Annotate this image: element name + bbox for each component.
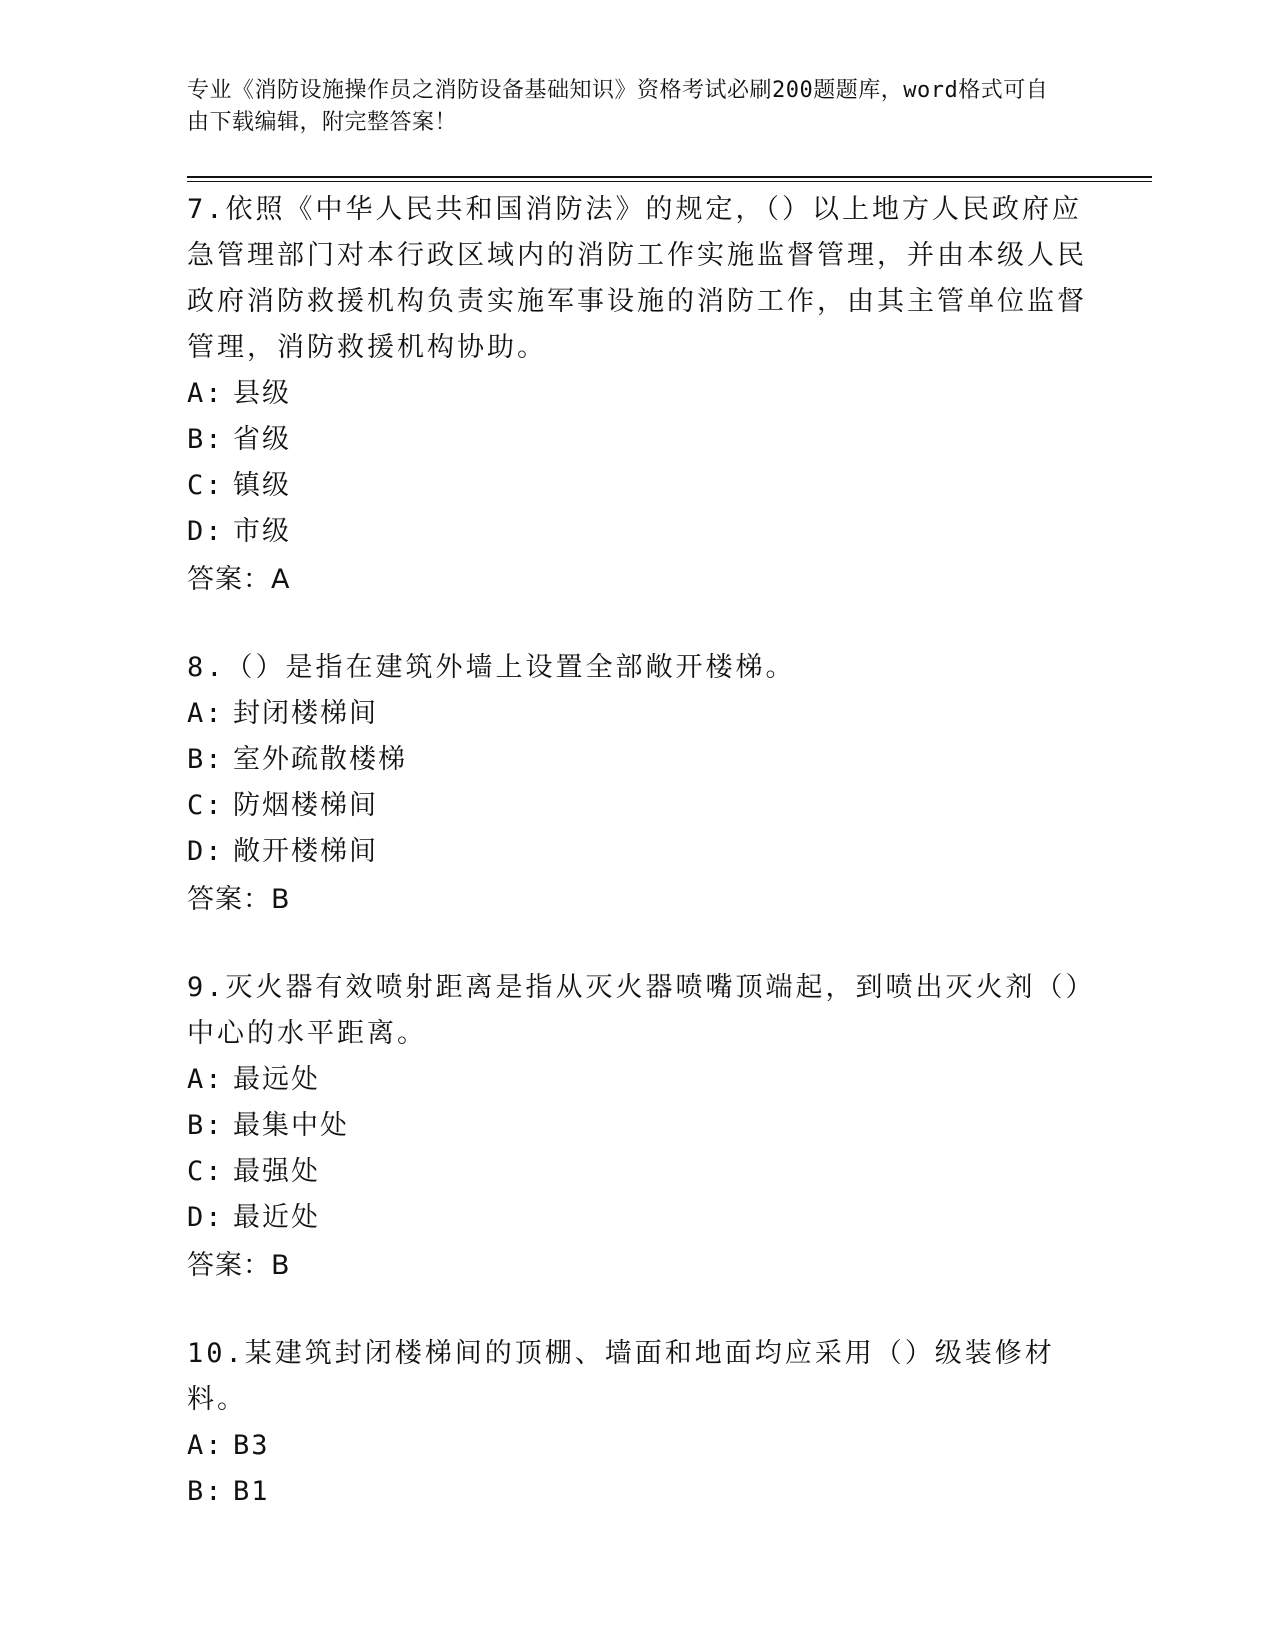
- option-key: B:: [187, 424, 224, 455]
- option-c: [187, 1149, 1087, 1195]
- answer-line: 答案：A: [187, 564, 291, 595]
- option-key: A:: [187, 378, 224, 409]
- option-key: C:: [187, 1156, 224, 1187]
- option-text: 最远处: [233, 1064, 320, 1095]
- option-b: [187, 737, 1087, 783]
- option-key: D:: [187, 1202, 224, 1233]
- option-text: 封闭楼梯间: [233, 698, 378, 729]
- option-c: [187, 463, 1087, 509]
- option-text: B1: [233, 1476, 270, 1507]
- option-b: [187, 1103, 1087, 1149]
- header-divider-thin: [187, 181, 1152, 182]
- option-a: [187, 371, 1087, 417]
- option-key: A:: [187, 1064, 224, 1095]
- option-text: 县级: [233, 378, 291, 409]
- question-8: [187, 645, 1087, 923]
- option-key: D:: [187, 836, 224, 867]
- option-a: [187, 1057, 1087, 1103]
- option-text: 最集中处: [233, 1110, 349, 1141]
- option-text: 最强处: [233, 1156, 320, 1187]
- option-key: A:: [187, 698, 224, 729]
- option-c: [187, 783, 1087, 829]
- option-b: [187, 1469, 1087, 1515]
- option-d: [187, 829, 1087, 875]
- option-text: 室外疏散楼梯: [233, 744, 407, 775]
- option-key: B:: [187, 1476, 224, 1507]
- option-d: [187, 1195, 1087, 1241]
- option-d: [187, 509, 1087, 555]
- option-text: 防烟楼梯间: [233, 790, 378, 821]
- option-key: A:: [187, 1430, 224, 1461]
- header-divider: [187, 176, 1152, 178]
- option-a: [187, 1423, 1087, 1469]
- option-text: 市级: [233, 516, 291, 547]
- option-key: B:: [187, 1110, 224, 1141]
- answer-line: 答案：B: [187, 884, 291, 915]
- option-text: 最近处: [233, 1202, 320, 1233]
- option-key: B:: [187, 744, 224, 775]
- option-key: D:: [187, 516, 224, 547]
- question-7: [187, 187, 1087, 603]
- question-stem: 7.依照《中华人民共和国消防法》的规定，（）以上地方人民政府应急管理部门对本行政区域内的消防工作实施监督管理，并由本级人民政府消防救援机构负责实施军事设施的消防工作，由其主管单位监督管理，消防救援机构协助。: [187, 194, 1087, 363]
- option-key: C:: [187, 470, 224, 501]
- question-9: [187, 965, 1087, 1289]
- question-stem: 8.（）是指在建筑外墙上设置全部敞开楼梯。: [187, 652, 796, 683]
- document-header: 专业《消防设施操作员之消防设备基础知识》资格考试必刷200题题库，word格式可自由下载编辑，附完整答案！: [187, 78, 1049, 135]
- option-text: 镇级: [233, 470, 291, 501]
- option-text: 省级: [233, 424, 291, 455]
- option-text: B3: [233, 1430, 270, 1461]
- option-key: C:: [187, 790, 224, 821]
- question-10: [187, 1331, 1087, 1515]
- answer-line: 答案：B: [187, 1250, 291, 1281]
- question-list: [187, 187, 1087, 1557]
- question-stem: 10.某建筑封闭楼梯间的顶棚、墙面和地面均应采用（）级装修材料。: [187, 1338, 1055, 1415]
- option-a: [187, 691, 1087, 737]
- option-text: 敞开楼梯间: [233, 836, 378, 867]
- question-stem: 9.灭火器有效喷射距离是指从灭火器喷嘴顶端起，到喷出灭火剂（）中心的水平距离。: [187, 972, 1083, 1049]
- option-b: [187, 417, 1087, 463]
